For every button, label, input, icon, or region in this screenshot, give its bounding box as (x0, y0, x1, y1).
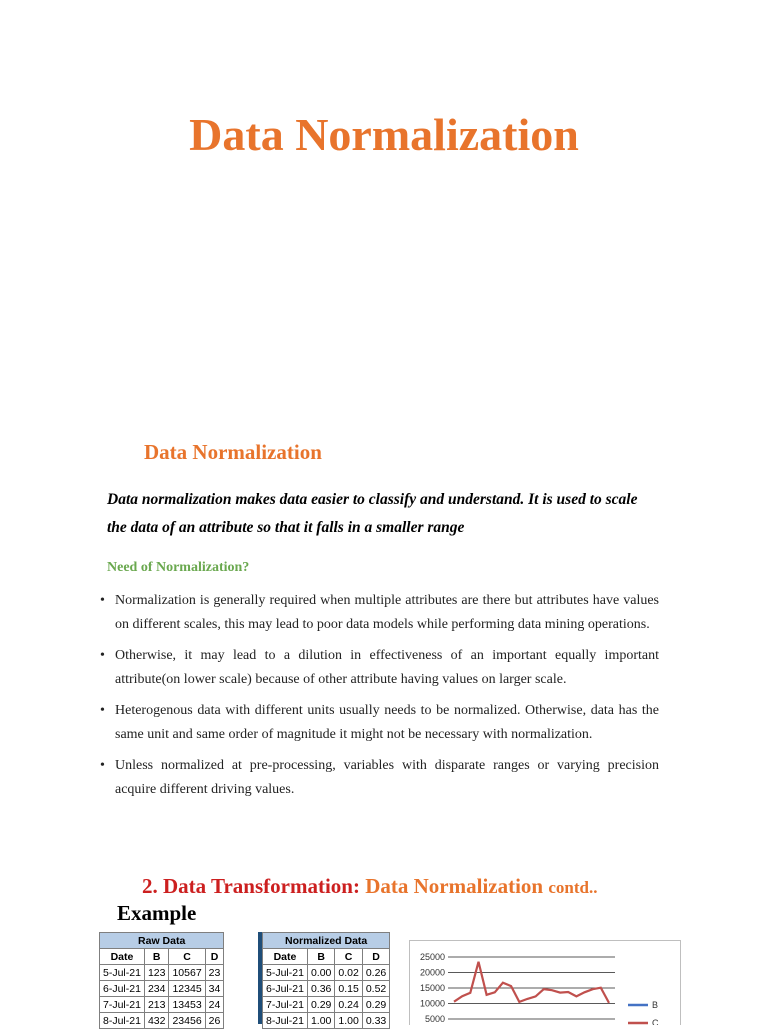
table-cell: 0.52 (362, 981, 389, 997)
table-row (100, 965, 224, 981)
table-row (100, 981, 224, 997)
table-cell: 6-Jul-21 (263, 981, 308, 997)
section2-prefix: 2. Data Transformation: (142, 874, 360, 898)
normalized-data-table (262, 932, 390, 1029)
example-label: Example (117, 901, 197, 925)
table-row (263, 981, 390, 997)
bullet-item (100, 589, 659, 637)
section2-heading (142, 874, 597, 899)
table-cell: 7-Jul-21 (100, 997, 145, 1013)
table-cell: 7-Jul-21 (263, 997, 308, 1013)
bullet-item (100, 754, 659, 802)
table-cell: 213 (144, 997, 169, 1013)
table-cell: 34 (205, 981, 224, 997)
bullet-text: Unless normalized at pre-processing, variables with disparate ranges or varying precision acquire different driving values. (115, 758, 659, 797)
table-cell: 0.02 (335, 965, 362, 981)
column-header: D (362, 949, 389, 965)
bullet-marker: • (100, 648, 105, 663)
table-cell: 0.26 (362, 965, 389, 981)
bullet-marker: • (100, 758, 105, 773)
table-cell: 8-Jul-21 (263, 1013, 308, 1029)
section-heading: Data Normalization (144, 440, 322, 464)
table-cell: 0.00 (307, 965, 334, 981)
table-cell: 6-Jul-21 (100, 981, 145, 997)
bullet-text: Heterogenous data with different units usually needs to be normalized. Otherwise, data has the same unit and same order of magnitude it might not be necessary with normalization. (115, 703, 659, 742)
legend-label: B (652, 1000, 659, 1010)
table-cell: 5-Jul-21 (263, 965, 308, 981)
table-row (263, 997, 390, 1013)
column-header: C (169, 949, 205, 965)
column-header: Date (100, 949, 145, 965)
bullet-text: Otherwise, it may lead to a dilution in effectiveness of an important equally important attribute(on lower scale) because of other attribute having values on larger scale. (115, 648, 659, 687)
table-row (100, 997, 224, 1013)
table-cell: 0.36 (307, 981, 334, 997)
table-cell: 5-Jul-21 (100, 965, 145, 981)
series-line-c (454, 962, 609, 1003)
line-chart-svg (410, 941, 680, 1025)
table-cell: 0.29 (362, 997, 389, 1013)
table-cell: 0.24 (335, 997, 362, 1013)
bullet-marker: • (100, 703, 105, 718)
section2-topic: Data Normalization (365, 874, 544, 898)
table-cell: 123 (144, 965, 169, 981)
bullet-marker: • (100, 593, 105, 608)
table-row (100, 1013, 224, 1029)
table-cell: 8-Jul-21 (100, 1013, 145, 1029)
table-cell: 10567 (169, 965, 205, 981)
column-header: D (205, 949, 224, 965)
table-cell: 23 (205, 965, 224, 981)
y-tick-label: 20000 (419, 967, 445, 978)
table-cell: 13453 (169, 997, 205, 1013)
table-cell: 0.29 (307, 997, 334, 1013)
raw-data-table (99, 932, 224, 1029)
table-cell: 0.15 (335, 981, 362, 997)
table-cell: 24 (205, 997, 224, 1013)
table-cell: 0.33 (362, 1013, 389, 1029)
table-cell: 1.00 (335, 1013, 362, 1029)
column-header: B (144, 949, 169, 965)
table-cell: 1.00 (307, 1013, 334, 1029)
y-tick-label: 10000 (419, 998, 445, 1009)
intro-paragraph: Data normalization makes data easier to classify and understand. It is used to scale the data of an attribute so that it falls in a smaller range (107, 491, 638, 536)
slide-title: Data Normalization (189, 109, 579, 160)
table-cell: 12345 (169, 981, 205, 997)
bullet-item (100, 644, 659, 692)
section2-suffix: contd.. (548, 878, 598, 897)
legend-label: C (652, 1018, 659, 1025)
need-heading: Need of Normalization? (107, 560, 250, 575)
table-row (263, 1013, 390, 1029)
table-cell: 432 (144, 1013, 169, 1029)
normalized-table-title: Normalized Data (263, 933, 390, 949)
column-header: C (335, 949, 362, 965)
table-cell: 23456 (169, 1013, 205, 1029)
bullet-text: Normalization is generally required when multiple attributes are there but attributes have values on different scales, this may lead to poor data models while performing data mining operations. (115, 593, 659, 632)
line-chart (409, 940, 681, 1025)
table-cell: 234 (144, 981, 169, 997)
bullet-list (100, 589, 659, 809)
table-row (263, 965, 390, 981)
y-tick-label: 15000 (419, 983, 445, 993)
raw-table-title: Raw Data (100, 933, 224, 949)
y-tick-label: 25000 (419, 952, 445, 962)
y-tick-label: 5000 (424, 1014, 445, 1024)
table-cell: 26 (205, 1013, 224, 1029)
bullet-item (100, 699, 659, 747)
column-header: Date (263, 949, 308, 965)
column-header: B (307, 949, 334, 965)
